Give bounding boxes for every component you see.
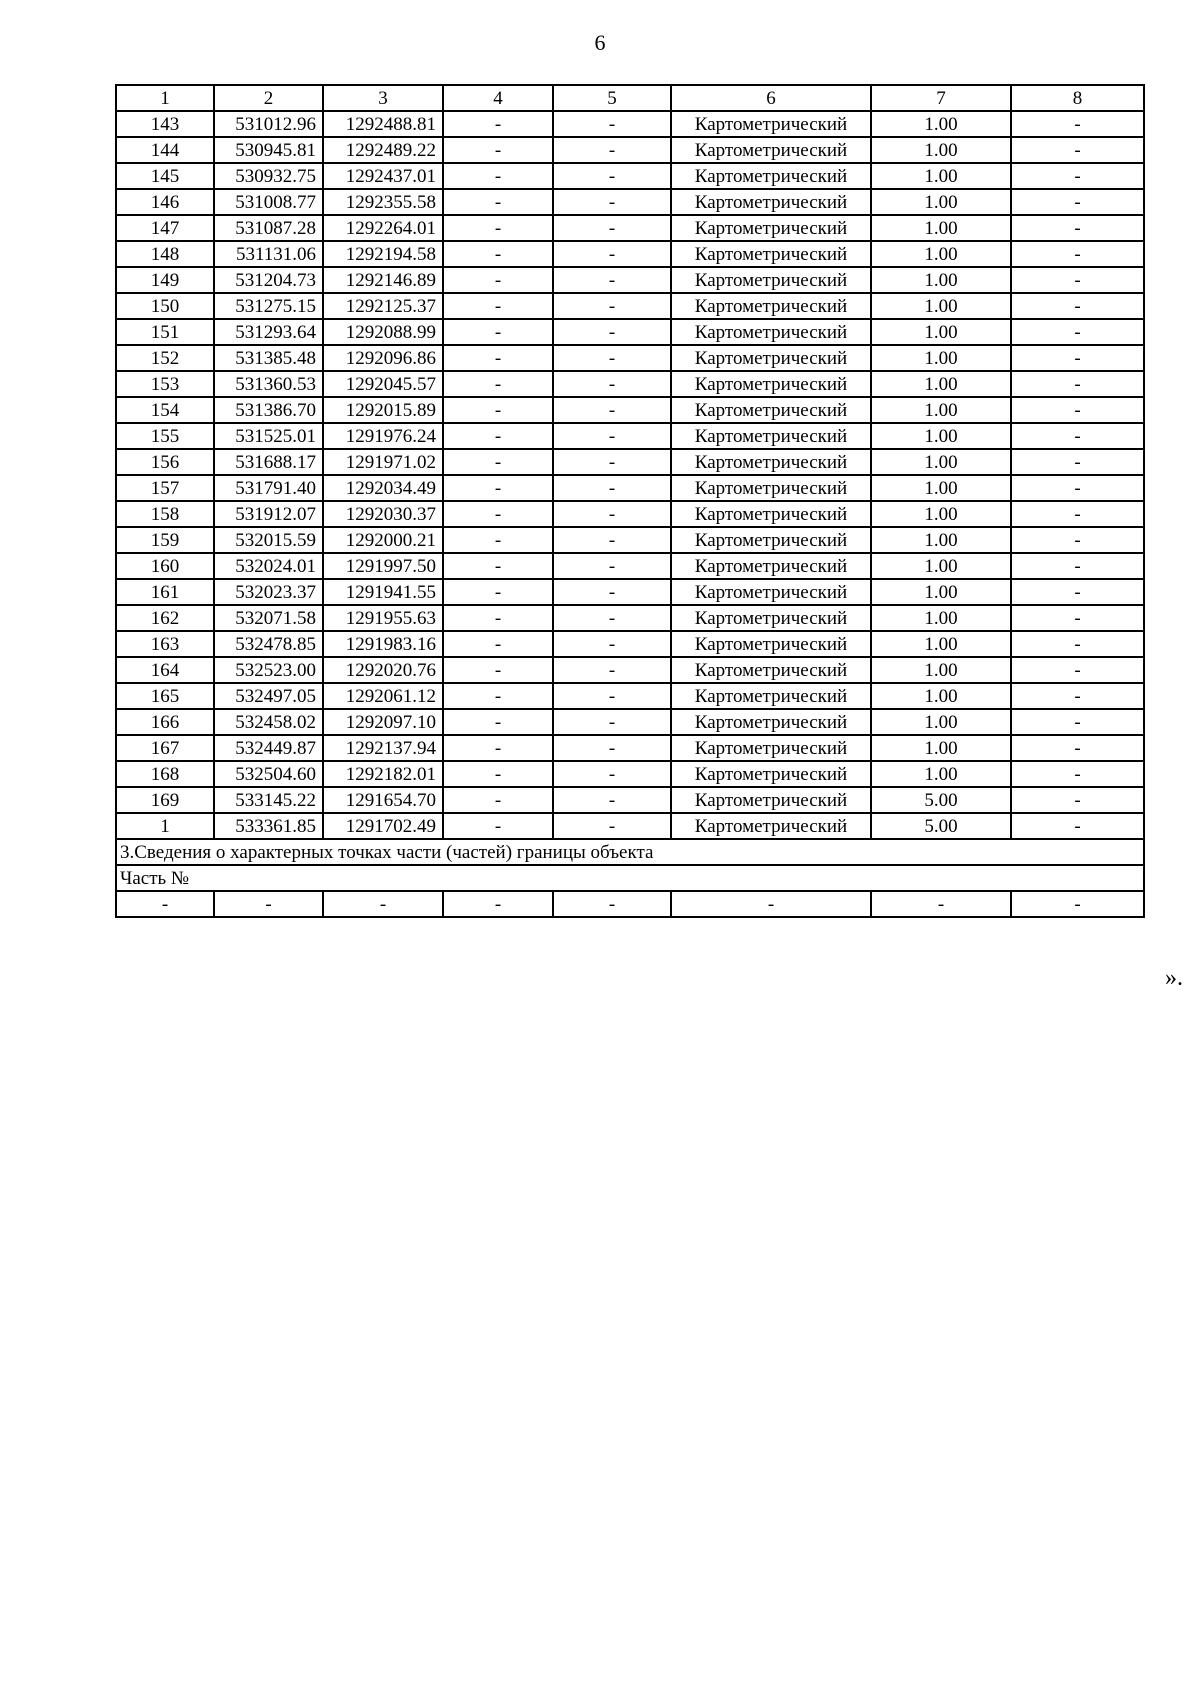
col4-cell: -: [443, 423, 553, 449]
method-cell: Картометрический: [671, 293, 871, 319]
col4-cell: -: [443, 553, 553, 579]
point-number-cell: 146: [116, 189, 214, 215]
part-cell: -: [871, 891, 1011, 917]
col5-cell: -: [553, 319, 671, 345]
method-cell: Картометрический: [671, 111, 871, 137]
y-coordinate-cell: 1292020.76: [323, 657, 443, 683]
col4-cell: -: [443, 501, 553, 527]
x-coordinate-cell: 531008.77: [214, 189, 323, 215]
accuracy-cell: 1.00: [871, 371, 1011, 397]
col8-cell: -: [1011, 787, 1144, 813]
table-row: [116, 345, 1144, 371]
table-row: [116, 761, 1144, 787]
accuracy-cell: 1.00: [871, 345, 1011, 371]
x-coordinate-cell: 532449.87: [214, 735, 323, 761]
col4-cell: -: [443, 267, 553, 293]
x-coordinate-cell: 531131.06: [214, 241, 323, 267]
table-row: [116, 475, 1144, 501]
accuracy-cell: 1.00: [871, 241, 1011, 267]
col5-cell: -: [553, 605, 671, 631]
col5-cell: -: [553, 527, 671, 553]
col8-cell: -: [1011, 137, 1144, 163]
y-coordinate-cell: 1291654.70: [323, 787, 443, 813]
point-number-cell: 149: [116, 267, 214, 293]
table-row: [116, 787, 1144, 813]
col5-cell: -: [553, 241, 671, 267]
table-row: [116, 631, 1144, 657]
col4-cell: -: [443, 787, 553, 813]
method-cell: Картометрический: [671, 423, 871, 449]
accuracy-cell: 1.00: [871, 189, 1011, 215]
accuracy-cell: 1.00: [871, 423, 1011, 449]
method-cell: Картометрический: [671, 787, 871, 813]
y-coordinate-cell: 1291983.16: [323, 631, 443, 657]
col8-cell: -: [1011, 735, 1144, 761]
col5-cell: -: [553, 553, 671, 579]
method-cell: Картометрический: [671, 137, 871, 163]
point-number-cell: 161: [116, 579, 214, 605]
part-cell: -: [671, 891, 871, 917]
col8-cell: -: [1011, 241, 1144, 267]
point-number-cell: 168: [116, 761, 214, 787]
col8-cell: -: [1011, 579, 1144, 605]
table-row: [116, 579, 1144, 605]
col8-cell: -: [1011, 319, 1144, 345]
col5-cell: -: [553, 111, 671, 137]
method-cell: Картометрический: [671, 267, 871, 293]
method-cell: Картометрический: [671, 813, 871, 839]
y-coordinate-cell: 1292096.86: [323, 345, 443, 371]
header-cell: 6: [671, 85, 871, 111]
accuracy-cell: 1.00: [871, 709, 1011, 735]
accuracy-cell: 1.00: [871, 735, 1011, 761]
col5-cell: -: [553, 215, 671, 241]
table-row: [116, 189, 1144, 215]
point-number-cell: 157: [116, 475, 214, 501]
y-coordinate-cell: 1292000.21: [323, 527, 443, 553]
x-coordinate-cell: 531360.53: [214, 371, 323, 397]
point-number-cell: 158: [116, 501, 214, 527]
col8-cell: -: [1011, 111, 1144, 137]
col8-cell: -: [1011, 371, 1144, 397]
part-cell: -: [443, 891, 553, 917]
col8-cell: -: [1011, 189, 1144, 215]
method-cell: Картометрический: [671, 579, 871, 605]
table-row: [116, 215, 1144, 241]
point-number-cell: 162: [116, 605, 214, 631]
col4-cell: -: [443, 137, 553, 163]
table-row: [116, 137, 1144, 163]
header-cell: 2: [214, 85, 323, 111]
y-coordinate-cell: 1291971.02: [323, 449, 443, 475]
x-coordinate-cell: 530945.81: [214, 137, 323, 163]
method-cell: Картометрический: [671, 553, 871, 579]
accuracy-cell: 1.00: [871, 527, 1011, 553]
table-row: [116, 501, 1144, 527]
method-cell: Картометрический: [671, 163, 871, 189]
y-coordinate-cell: 1291702.49: [323, 813, 443, 839]
method-cell: Картометрический: [671, 241, 871, 267]
y-coordinate-cell: 1292015.89: [323, 397, 443, 423]
col8-cell: -: [1011, 267, 1144, 293]
method-cell: Картометрический: [671, 605, 871, 631]
col4-cell: -: [443, 579, 553, 605]
x-coordinate-cell: 531912.07: [214, 501, 323, 527]
x-coordinate-cell: 531386.70: [214, 397, 323, 423]
part-cell: -: [323, 891, 443, 917]
col8-cell: -: [1011, 163, 1144, 189]
x-coordinate-cell: 531275.15: [214, 293, 323, 319]
x-coordinate-cell: 532523.00: [214, 657, 323, 683]
col8-cell: -: [1011, 761, 1144, 787]
col4-cell: -: [443, 709, 553, 735]
accuracy-cell: 1.00: [871, 319, 1011, 345]
col4-cell: -: [443, 475, 553, 501]
col4-cell: -: [443, 111, 553, 137]
y-coordinate-cell: 1292030.37: [323, 501, 443, 527]
method-cell: Картометрический: [671, 345, 871, 371]
col8-cell: -: [1011, 709, 1144, 735]
point-number-cell: 153: [116, 371, 214, 397]
method-cell: Картометрический: [671, 761, 871, 787]
accuracy-cell: 5.00: [871, 813, 1011, 839]
table-row: [116, 397, 1144, 423]
col8-cell: -: [1011, 397, 1144, 423]
col5-cell: -: [553, 683, 671, 709]
accuracy-cell: 1.00: [871, 449, 1011, 475]
col5-cell: -: [553, 631, 671, 657]
x-coordinate-cell: 532497.05: [214, 683, 323, 709]
y-coordinate-cell: 1291955.63: [323, 605, 443, 631]
page-number: 6: [594, 30, 606, 55]
col8-cell: -: [1011, 605, 1144, 631]
header-cell: 5: [553, 85, 671, 111]
y-coordinate-cell: 1292194.58: [323, 241, 443, 267]
col4-cell: -: [443, 813, 553, 839]
col5-cell: -: [553, 267, 671, 293]
table-body: [116, 85, 1144, 917]
section-title: 3.Сведения о характерных точках части (частей) границы объекта: [116, 839, 1144, 865]
accuracy-cell: 1.00: [871, 501, 1011, 527]
header-cell: 4: [443, 85, 553, 111]
method-cell: Картометрический: [671, 449, 871, 475]
table-row: [116, 657, 1144, 683]
part-cell: -: [1011, 891, 1144, 917]
table-row: [116, 605, 1144, 631]
col4-cell: -: [443, 319, 553, 345]
col5-cell: -: [553, 137, 671, 163]
accuracy-cell: 1.00: [871, 683, 1011, 709]
col8-cell: -: [1011, 423, 1144, 449]
method-cell: Картометрический: [671, 475, 871, 501]
col5-cell: -: [553, 501, 671, 527]
col4-cell: -: [443, 345, 553, 371]
x-coordinate-cell: 531087.28: [214, 215, 323, 241]
col4-cell: -: [443, 657, 553, 683]
x-coordinate-cell: 533361.85: [214, 813, 323, 839]
accuracy-cell: 1.00: [871, 293, 1011, 319]
y-coordinate-cell: 1292182.01: [323, 761, 443, 787]
col5-cell: -: [553, 475, 671, 501]
method-cell: Картометрический: [671, 189, 871, 215]
col4-cell: -: [443, 449, 553, 475]
table-row: [116, 553, 1144, 579]
col5-cell: -: [553, 761, 671, 787]
table-row: [116, 163, 1144, 189]
y-coordinate-cell: 1292489.22: [323, 137, 443, 163]
accuracy-cell: 1.00: [871, 605, 1011, 631]
col4-cell: -: [443, 215, 553, 241]
table-row: [116, 241, 1144, 267]
table-row: [116, 319, 1144, 345]
point-number-cell: 155: [116, 423, 214, 449]
col8-cell: -: [1011, 657, 1144, 683]
point-number-cell: 165: [116, 683, 214, 709]
col5-cell: -: [553, 293, 671, 319]
point-number-cell: 1: [116, 813, 214, 839]
x-coordinate-cell: 530932.75: [214, 163, 323, 189]
part-row: [116, 891, 1144, 917]
point-number-cell: 144: [116, 137, 214, 163]
y-coordinate-cell: 1291997.50: [323, 553, 443, 579]
table-row: [116, 527, 1144, 553]
table-row: [116, 371, 1144, 397]
y-coordinate-cell: 1292034.49: [323, 475, 443, 501]
method-cell: Картометрический: [671, 709, 871, 735]
col8-cell: -: [1011, 813, 1144, 839]
point-number-cell: 147: [116, 215, 214, 241]
x-coordinate-cell: 531293.64: [214, 319, 323, 345]
col5-cell: -: [553, 579, 671, 605]
method-cell: Картометрический: [671, 657, 871, 683]
col4-cell: -: [443, 371, 553, 397]
table-row: [116, 111, 1144, 137]
col5-cell: -: [553, 371, 671, 397]
y-coordinate-cell: 1292061.12: [323, 683, 443, 709]
col4-cell: -: [443, 189, 553, 215]
col4-cell: -: [443, 163, 553, 189]
x-coordinate-cell: 532071.58: [214, 605, 323, 631]
y-coordinate-cell: 1292355.58: [323, 189, 443, 215]
accuracy-cell: 1.00: [871, 553, 1011, 579]
part-label-row: [116, 865, 1144, 891]
y-coordinate-cell: 1292437.01: [323, 163, 443, 189]
col8-cell: -: [1011, 293, 1144, 319]
point-number-cell: 166: [116, 709, 214, 735]
col8-cell: -: [1011, 553, 1144, 579]
col4-cell: -: [443, 293, 553, 319]
col4-cell: -: [443, 241, 553, 267]
point-number-cell: 148: [116, 241, 214, 267]
method-cell: Картометрический: [671, 371, 871, 397]
x-coordinate-cell: 532504.60: [214, 761, 323, 787]
col5-cell: -: [553, 735, 671, 761]
col8-cell: -: [1011, 449, 1144, 475]
x-coordinate-cell: 531525.01: [214, 423, 323, 449]
point-number-cell: 169: [116, 787, 214, 813]
header-cell: 3: [323, 85, 443, 111]
accuracy-cell: 1.00: [871, 761, 1011, 787]
accuracy-cell: 1.00: [871, 631, 1011, 657]
col4-cell: -: [443, 761, 553, 787]
accuracy-cell: 1.00: [871, 215, 1011, 241]
point-number-cell: 152: [116, 345, 214, 371]
y-coordinate-cell: 1292125.37: [323, 293, 443, 319]
table-row: [116, 449, 1144, 475]
method-cell: Картометрический: [671, 735, 871, 761]
col4-cell: -: [443, 735, 553, 761]
col5-cell: -: [553, 345, 671, 371]
col5-cell: -: [553, 709, 671, 735]
col4-cell: -: [443, 527, 553, 553]
part-cell: -: [116, 891, 214, 917]
header-row: [116, 85, 1144, 111]
point-number-cell: 163: [116, 631, 214, 657]
method-cell: Картометрический: [671, 319, 871, 345]
col8-cell: -: [1011, 683, 1144, 709]
coordinates-table-wrapper: [115, 84, 1145, 918]
method-cell: Картометрический: [671, 215, 871, 241]
col5-cell: -: [553, 657, 671, 683]
col5-cell: -: [553, 813, 671, 839]
accuracy-cell: 1.00: [871, 163, 1011, 189]
method-cell: Картометрический: [671, 397, 871, 423]
point-number-cell: 143: [116, 111, 214, 137]
accuracy-cell: 1.00: [871, 267, 1011, 293]
table-row: [116, 293, 1144, 319]
table-row: [116, 423, 1144, 449]
x-coordinate-cell: 532478.85: [214, 631, 323, 657]
y-coordinate-cell: 1291976.24: [323, 423, 443, 449]
col5-cell: -: [553, 163, 671, 189]
col5-cell: -: [553, 397, 671, 423]
point-number-cell: 159: [116, 527, 214, 553]
col5-cell: -: [553, 423, 671, 449]
x-coordinate-cell: 531012.96: [214, 111, 323, 137]
accuracy-cell: 1.00: [871, 579, 1011, 605]
point-number-cell: 151: [116, 319, 214, 345]
col4-cell: -: [443, 631, 553, 657]
header-cell: 7: [871, 85, 1011, 111]
x-coordinate-cell: 531688.17: [214, 449, 323, 475]
method-cell: Картометрический: [671, 631, 871, 657]
closing-quote-mark: ».: [1165, 965, 1183, 991]
x-coordinate-cell: 532023.37: [214, 579, 323, 605]
point-number-cell: 167: [116, 735, 214, 761]
x-coordinate-cell: 532024.01: [214, 553, 323, 579]
col4-cell: -: [443, 397, 553, 423]
y-coordinate-cell: 1292488.81: [323, 111, 443, 137]
col4-cell: -: [443, 605, 553, 631]
accuracy-cell: 1.00: [871, 111, 1011, 137]
y-coordinate-cell: 1292097.10: [323, 709, 443, 735]
point-number-cell: 164: [116, 657, 214, 683]
x-coordinate-cell: 531385.48: [214, 345, 323, 371]
table-row: [116, 735, 1144, 761]
point-number-cell: 154: [116, 397, 214, 423]
col8-cell: -: [1011, 215, 1144, 241]
accuracy-cell: 1.00: [871, 475, 1011, 501]
part-label: Часть №: [116, 865, 1144, 891]
table-row: [116, 709, 1144, 735]
x-coordinate-cell: 532015.59: [214, 527, 323, 553]
col8-cell: -: [1011, 501, 1144, 527]
table-row: [116, 683, 1144, 709]
coordinates-table: [115, 84, 1145, 918]
col5-cell: -: [553, 787, 671, 813]
point-number-cell: 156: [116, 449, 214, 475]
method-cell: Картометрический: [671, 527, 871, 553]
part-cell: -: [553, 891, 671, 917]
accuracy-cell: 5.00: [871, 787, 1011, 813]
header-cell: 1: [116, 85, 214, 111]
y-coordinate-cell: 1292146.89: [323, 267, 443, 293]
method-cell: Картометрический: [671, 501, 871, 527]
x-coordinate-cell: 531791.40: [214, 475, 323, 501]
y-coordinate-cell: 1292088.99: [323, 319, 443, 345]
col5-cell: -: [553, 189, 671, 215]
x-coordinate-cell: 532458.02: [214, 709, 323, 735]
table-row: [116, 267, 1144, 293]
col5-cell: -: [553, 449, 671, 475]
method-cell: Картометрический: [671, 683, 871, 709]
x-coordinate-cell: 533145.22: [214, 787, 323, 813]
col8-cell: -: [1011, 631, 1144, 657]
accuracy-cell: 1.00: [871, 657, 1011, 683]
col8-cell: -: [1011, 475, 1144, 501]
header-cell: 8: [1011, 85, 1144, 111]
table-row: [116, 813, 1144, 839]
y-coordinate-cell: 1291941.55: [323, 579, 443, 605]
point-number-cell: 150: [116, 293, 214, 319]
col4-cell: -: [443, 683, 553, 709]
point-number-cell: 145: [116, 163, 214, 189]
y-coordinate-cell: 1292264.01: [323, 215, 443, 241]
section-title-row: [116, 839, 1144, 865]
part-cell: -: [214, 891, 323, 917]
y-coordinate-cell: 1292045.57: [323, 371, 443, 397]
y-coordinate-cell: 1292137.94: [323, 735, 443, 761]
x-coordinate-cell: 531204.73: [214, 267, 323, 293]
col8-cell: -: [1011, 345, 1144, 371]
accuracy-cell: 1.00: [871, 397, 1011, 423]
col8-cell: -: [1011, 527, 1144, 553]
accuracy-cell: 1.00: [871, 137, 1011, 163]
point-number-cell: 160: [116, 553, 214, 579]
